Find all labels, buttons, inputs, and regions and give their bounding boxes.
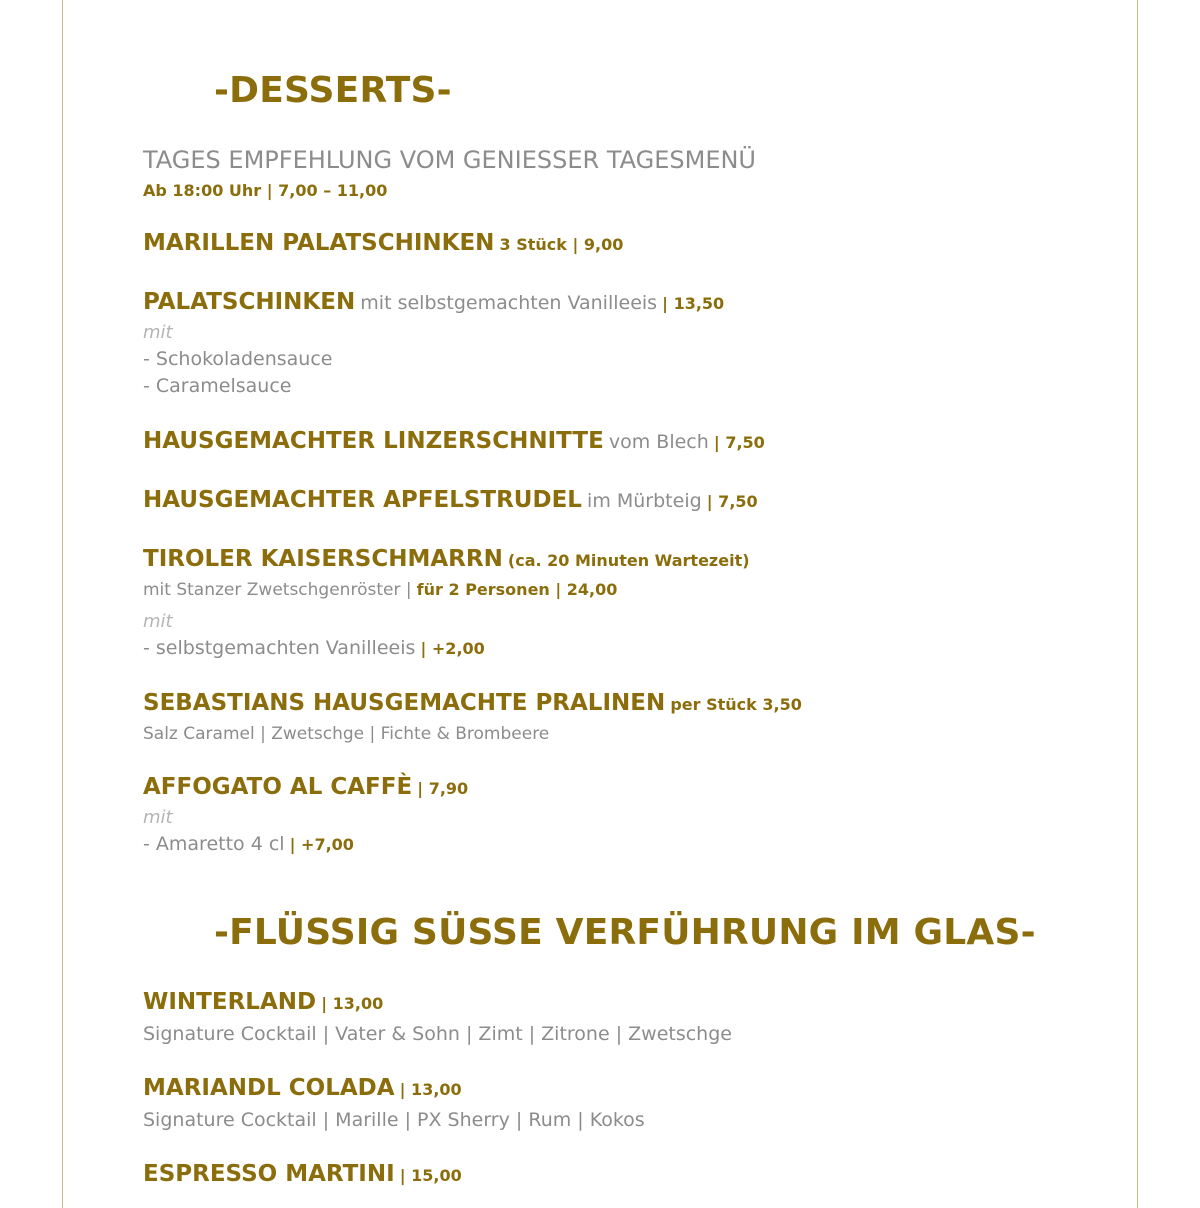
winterland-description: Signature Cocktail | Vater & Sohn | Zimt | Zitrone | Zwetschge	[143, 1023, 732, 1045]
mit-label: mit	[143, 322, 173, 343]
daily-recommendation-title: TAGES EMPFEHLUNG VOM GENIESSER TAGESMENÜ	[143, 146, 756, 174]
menu-item-marillen-palatschinken	[143, 230, 623, 256]
menu-item-linzerschnitte	[143, 428, 765, 454]
item-description: vom Blech	[608, 431, 709, 453]
item-price: | 13,50	[662, 294, 725, 313]
item-price: für 2 Personen | 24,00	[416, 580, 618, 599]
menu-item-affogato	[143, 774, 468, 800]
option-vanilleeis	[143, 637, 485, 659]
mit-label: mit	[143, 611, 173, 632]
item-name: AFFOGATO AL CAFFÈ	[143, 774, 413, 800]
item-price: per Stück 3,50	[670, 695, 802, 714]
item-price: | 15,00	[399, 1166, 462, 1185]
menu-item-pralinen	[143, 690, 802, 716]
menu-item-espresso-martini	[143, 1161, 462, 1187]
item-name: ESPRESSO MARTINI	[143, 1161, 395, 1187]
item-price: | 7,50	[706, 492, 758, 511]
item-price: | 13,00	[321, 994, 384, 1013]
item-name: TIROLER KAISERSCHMARRN	[143, 546, 503, 572]
drinks-heading: -FLÜSSIG SÜSSE VERFÜHRUNG IM GLAS-	[214, 912, 1036, 953]
pralinen-flavours: Salz Caramel | Zwetschge | Fichte & Brombeere	[143, 724, 550, 744]
option-schokoladensauce: - Schokoladensauce	[143, 348, 333, 370]
item-name: WINTERLAND	[143, 989, 317, 1015]
option-text: - Amaretto 4 cl	[143, 833, 285, 855]
option-amaretto	[143, 833, 354, 855]
kaiserschmarrn-details	[143, 580, 617, 600]
option-caramelsauce: - Caramelsauce	[143, 375, 292, 397]
item-description: mit Stanzer Zwetschgenröster |	[143, 580, 412, 600]
menu-item-kaiserschmarrn	[143, 546, 750, 572]
item-note: (ca. 20 Minuten Wartezeit)	[507, 551, 750, 570]
item-name: PALATSCHINKEN	[143, 289, 356, 315]
item-description: im Mürbteig	[587, 490, 702, 512]
item-name: MARILLEN PALATSCHINKEN	[143, 230, 495, 256]
item-price: | 7,90	[417, 779, 469, 798]
option-text: - selbstgemachten Vanilleeis	[143, 637, 416, 659]
menu-item-winterland	[143, 989, 383, 1015]
item-price: 3 Stück | 9,00	[499, 235, 624, 254]
option-price: | +2,00	[420, 639, 485, 658]
menu-item-mariandl-colada	[143, 1075, 462, 1101]
menu-item-apfelstrudel	[143, 487, 758, 513]
item-description: mit selbstgemachten Vanilleeis	[360, 292, 658, 314]
mit-label: mit	[143, 807, 173, 828]
desserts-heading: -DESSERTS-	[214, 70, 452, 111]
item-name: SEBASTIANS HAUSGEMACHTE PRALINEN	[143, 690, 666, 716]
option-price: | +7,00	[289, 835, 354, 854]
item-price: | 7,50	[713, 433, 765, 452]
mariandl-description: Signature Cocktail | Marille | PX Sherry | Rum | Kokos	[143, 1109, 645, 1131]
item-price: | 13,00	[399, 1080, 462, 1099]
item-name: MARIANDL COLADA	[143, 1075, 395, 1101]
menu-item-palatschinken	[143, 289, 724, 315]
item-name: HAUSGEMACHTER LINZERSCHNITTE	[143, 428, 604, 454]
daily-recommendation-subtitle: Ab 18:00 Uhr | 7,00 – 11,00	[143, 181, 388, 200]
item-name: HAUSGEMACHTER APFELSTRUDEL	[143, 487, 582, 513]
